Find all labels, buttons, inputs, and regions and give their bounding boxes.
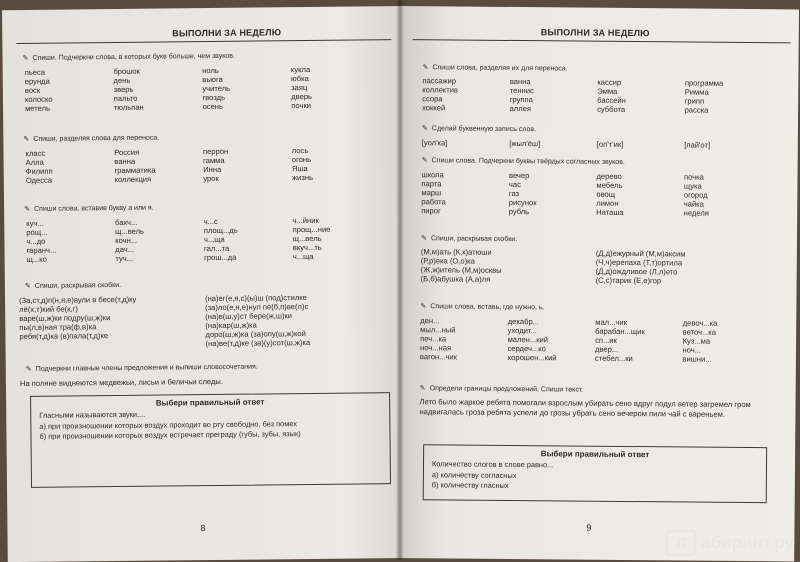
grid-cell: Эмма: [597, 86, 618, 96]
grid-cell: Инна: [203, 165, 222, 175]
grid-cell: [жыл'ёш]: [509, 138, 541, 149]
answer-option: а) при произношении которых воздух проходит во рту свободно, без помех: [39, 418, 297, 431]
grid-cell: доро(ш,ж)ка (за)опу(ш,ж)кой: [205, 329, 306, 340]
grid-cell: Яша: [291, 164, 308, 174]
grid-cell: гвоздь: [202, 93, 226, 103]
right-page: [396, 6, 799, 561]
grid-cell: брошок: [113, 66, 140, 77]
task-instruction: [422, 63, 567, 73]
grid-cell: гаранч...: [26, 245, 57, 256]
instruction-text: Подчеркни главные члены предложения и выпиши словосочетания.: [35, 363, 258, 373]
grid-cell: ноч...: [682, 345, 702, 355]
grid-cell: неделя: [683, 208, 709, 219]
page-number: 8: [200, 523, 206, 534]
grid-cell: лё(х,т)кий бе(к,г): [19, 304, 78, 315]
grid-cell: варе(ш,ж)ки подру(ш,ж)ки: [19, 313, 111, 324]
answer-option: б) количеству гласных: [431, 480, 509, 491]
grid-cell: ванна: [114, 156, 136, 167]
grid-cell: веточ...ка: [682, 327, 717, 337]
grid-cell: школа: [421, 170, 444, 180]
answer-option: а) количеству согласных: [431, 470, 517, 480]
instruction-text: Спиши, раскрывая скобки.: [430, 235, 518, 244]
grid-cell: марш: [421, 188, 442, 198]
pencil-icon: ✎: [422, 64, 429, 72]
grid-cell: ерунда: [24, 76, 50, 87]
instruction-text: Спиши, раскрывая скобки.: [34, 281, 122, 290]
instruction-text: Спиши, разделяя слова для переноса.: [33, 134, 160, 143]
page-header: ВЫПОЛНИ ЗА НЕДЕЛЮ: [540, 27, 650, 39]
grid-cell: гамма: [203, 155, 225, 166]
grid-cell: пы(л,в)ная тра(ф,в)ка: [19, 322, 97, 333]
watermark: [666, 530, 794, 556]
grid-cell: ч...с: [203, 216, 218, 227]
word-grid: [421, 170, 771, 219]
grid-cell: огонь: [291, 155, 312, 165]
grid-cell: вкуч...ть: [292, 243, 322, 253]
book-spine-shadow: [396, 0, 404, 560]
grid-cell: [19, 340, 205, 351]
grid-cell: программа: [684, 78, 724, 88]
grid-cell: кассир: [597, 77, 622, 87]
grid-cell: группа: [509, 95, 533, 105]
phrase-grid: [421, 247, 771, 286]
page-header: ВЫПОЛНИ ЗА НЕДЕЛЮ: [172, 27, 282, 39]
grid-cell: вишни...: [682, 354, 712, 365]
grid-cell: Филипп: [25, 166, 53, 177]
grid-cell: осень: [202, 102, 223, 112]
word-grid: [422, 76, 772, 115]
task-instruction: [422, 124, 536, 134]
grid-cell: перрон: [202, 146, 229, 157]
grid-cell: (Р,р)ека (О,о)ка: [420, 256, 475, 266]
grid-cell: (Б,б)абушка (А,а)ля: [420, 274, 491, 285]
watermark-text: абиринт.ру: [701, 533, 794, 552]
grid-cell: кочн...: [115, 235, 138, 246]
instruction-text: Определи границы предложений. Спиши текст.: [429, 385, 584, 394]
grid-cell: ноч...ная: [419, 343, 452, 353]
grid-cell: юбка: [290, 74, 309, 84]
grid-cell: дач...: [115, 245, 135, 255]
pencil-icon: ✎: [421, 125, 428, 133]
grid-cell: сп...ик: [595, 335, 617, 346]
grid-cell: пьеса: [24, 67, 46, 77]
grid-cell: пирог: [421, 206, 441, 216]
grid-cell: вьюга: [202, 74, 223, 85]
task-instruction: [23, 134, 159, 144]
grid-cell: зверь: [113, 85, 134, 95]
labirint-logo-icon: Л: [666, 530, 696, 556]
grid-cell: гал...та: [203, 244, 230, 254]
grid-cell: туч...: [115, 254, 134, 264]
grid-cell: дерево: [596, 171, 622, 181]
word-grid: [25, 64, 380, 113]
grid-cell: пальто: [113, 94, 138, 104]
answer-option: б) при произношении которых воздух встречает преграду (губы, зубы, язык): [39, 429, 301, 442]
grid-cell: учитель: [202, 83, 231, 94]
grid-cell: хоккей: [422, 103, 446, 113]
pencil-icon: ✎: [24, 205, 31, 213]
answer-box-question: Количество слогов в слове равно...: [431, 459, 554, 470]
grid-cell: уходит...: [507, 326, 537, 336]
grid-cell: ребя(т,д)ка (в)пала(т,д)ке: [19, 331, 109, 342]
grid-cell: (за)ло(е,я,е)нул пе(б,п)ве(л)с: [205, 302, 309, 313]
pencil-icon: ✎: [25, 365, 32, 373]
grid-cell: колоско: [24, 94, 53, 105]
grid-cell: газ: [508, 189, 520, 199]
grid-cell: коллектив: [422, 85, 459, 95]
grid-cell: мал...чик: [595, 317, 628, 327]
grid-cell: рубль: [508, 207, 530, 217]
grid-cell: (За,ст,д)п(н,я,е)вули в бесе(т,д)ку: [19, 294, 137, 306]
grid-cell: аллея: [509, 104, 532, 114]
grid-cell: теннис: [509, 86, 534, 96]
grid-cell: воск: [24, 85, 41, 96]
grid-cell: куч...: [26, 218, 44, 228]
grid-cell: (на)кар(ш,ж)ка: [205, 320, 257, 331]
grid-cell: расска: [684, 105, 709, 115]
answer-box-question: Гласными называются звуки,...: [39, 410, 146, 421]
grid-cell: ноль: [202, 65, 219, 76]
grid-cell: девоч...ка: [682, 318, 718, 328]
grid-cell: бахч...: [114, 217, 138, 228]
grid-cell: грипп: [684, 96, 705, 106]
grid-cell: ден...: [420, 316, 440, 326]
grid-cell: дверь: [291, 92, 313, 102]
grid-cell: тюльпан: [113, 103, 144, 113]
grid-cell: Одесса: [25, 175, 53, 186]
grid-cell: мален...кий: [507, 335, 549, 345]
grid-cell: вечер: [508, 170, 530, 181]
instruction-text: Спиши слова, вставив букву а или я.: [34, 204, 154, 213]
answer-box: [423, 444, 767, 503]
grid-cell: вагон...чик: [419, 352, 458, 362]
answer-box-title: Выбери правильный ответ: [540, 449, 650, 460]
grid-cell: ч...йник: [292, 215, 319, 226]
instruction-text: Спиши слова, вставь, где нужно, ь.: [430, 303, 545, 312]
instruction-text: Спиши слова, разделяя их для переноса.: [432, 64, 568, 73]
grid-cell: (Ч,ч)ерепаха (Т,т)ортила: [595, 257, 683, 268]
word-grid: [26, 215, 381, 264]
instruction-text: Спиши слова. Подчеркни буквы твёрдых согласных звуков.: [431, 157, 625, 166]
sentence-text: На поляне виднеются медвежьи, лисьи и беличьи следы.: [19, 376, 223, 389]
task-instruction: [25, 281, 121, 291]
grid-cell: [оп'т'ик]: [596, 139, 624, 149]
pencil-icon: ✎: [22, 54, 29, 62]
grid-cell: ч...ща: [292, 252, 314, 262]
grid-cell: (М,м)ать (К,к)атюши: [420, 247, 492, 257]
grid-cell: ванна: [509, 76, 531, 87]
grid-cell: рощ...: [26, 227, 48, 238]
grid-cell: щ...вель: [115, 226, 145, 237]
grid-cell: (Д,д)ежурный (М,м)аксим: [595, 248, 686, 259]
grid-cell: работа: [421, 197, 446, 207]
grid-cell: печ...ка: [420, 334, 447, 344]
grid-cell: грош...да: [204, 253, 237, 263]
grid-cell: ч...ща: [203, 235, 225, 245]
text-passage: Лето было жаркое ребята помогали взрослым убирать сено вдруг подул ветер загремел гром надвигалась гроза ребята успели до грозы убрать сено вечером пили чай с вареньем.: [419, 397, 751, 419]
grid-cell: щука: [683, 181, 702, 191]
grid-cell: мебель: [596, 180, 623, 191]
grid-cell: жизнь: [291, 173, 314, 183]
task-instruction: [422, 156, 625, 167]
pencil-icon: ✎: [420, 235, 427, 243]
word-grid: [25, 145, 380, 185]
grid-cell: щ...вель: [292, 234, 322, 244]
grid-cell: Алла: [25, 157, 44, 168]
grid-cell: коллекция: [114, 174, 152, 185]
grid-cell: лимон: [596, 198, 619, 209]
grid-cell: (на)в(ш,у)ст бере(ж,ш)ки: [205, 311, 293, 322]
grid-cell: ч...до: [26, 236, 46, 247]
answer-box-title: Выбери правильный ответ: [155, 397, 265, 408]
grid-cell: почка: [683, 172, 704, 182]
task-instruction: [22, 52, 234, 63]
grid-cell: овощ: [596, 189, 616, 200]
grid-cell: чайка: [683, 199, 704, 209]
answer-box: [30, 392, 391, 488]
grid-cell: метель: [25, 104, 51, 114]
grid-cell: лось: [291, 145, 309, 156]
grid-cell: двер...: [594, 344, 619, 355]
task-instruction: [24, 204, 154, 214]
task-instruction: [26, 363, 258, 374]
pencil-icon: ✎: [420, 303, 427, 311]
grid-cell: парта: [421, 179, 442, 189]
phrase-grid: [19, 292, 392, 350]
grid-cell: день: [113, 75, 131, 86]
grid-cell: грамматика: [114, 165, 156, 176]
grid-cell: (Ж,ж)итель (М,м)осквы: [420, 265, 502, 276]
grid-cell: барабан...щик: [595, 326, 645, 337]
grid-cell: заяц: [291, 83, 308, 93]
grid-cell: стебел...ки: [594, 354, 633, 364]
instruction-text: Сделай буквенную запись слов.: [431, 125, 537, 134]
grid-cell: пассажир: [422, 76, 457, 86]
grid-cell: огород: [683, 190, 708, 200]
page-number: 9: [586, 522, 592, 533]
grid-cell: сердеч...ко: [507, 344, 546, 354]
grid-cell: Наташа: [596, 208, 624, 218]
grid-cell: Россия: [114, 147, 140, 158]
grid-cell: прощ...ние: [292, 224, 331, 235]
grid-cell: ссора: [422, 94, 443, 104]
grid-cell: (на)ег(е,я,с)(ы)ш (под)стилке: [205, 293, 307, 304]
grid-cell: (Д,д)ождливое (Л,л)ето: [595, 266, 678, 277]
grid-cell: щ...ко: [26, 255, 47, 265]
task-instruction: [420, 384, 584, 394]
instruction-text: Спиши. Подчеркни слова, в которых букв больше, чем звуков.: [32, 52, 235, 62]
grid-cell: (на)ве(т,д)ке (за)(у)сот(ш,ж)ка: [205, 338, 311, 349]
transcription-row: [422, 138, 772, 150]
grid-cell: час: [508, 180, 521, 190]
grid-cell: рисунок: [508, 198, 537, 208]
word-grid: [420, 316, 770, 365]
grid-cell: бассейн: [597, 95, 626, 106]
grid-cell: (С,с)тарик (Е,е)гор: [595, 275, 662, 286]
grid-cell: декабр...: [507, 316, 540, 327]
pencil-icon: ✎: [24, 282, 31, 290]
grid-cell: Римма: [684, 87, 709, 97]
grid-cell: суббота: [597, 104, 626, 115]
grid-cell: хорошен...кий: [507, 353, 557, 363]
grid-cell: почки: [291, 101, 312, 111]
pencil-icon: ✎: [23, 135, 30, 143]
grid-cell: [уол'ка]: [421, 138, 448, 148]
grid-cell: класс: [25, 148, 46, 158]
grid-cell: кукла: [290, 64, 311, 75]
task-instruction: [420, 302, 544, 312]
grid-cell: площ...дь: [203, 225, 238, 236]
task-instruction: [421, 234, 517, 244]
grid-cell: [пай'от]: [684, 140, 711, 150]
left-page: [2, 6, 408, 562]
pencil-icon: ✎: [421, 157, 428, 165]
grid-cell: Куз...ма: [682, 336, 711, 346]
pencil-icon: ✎: [419, 385, 426, 393]
grid-cell: мыл...ный: [420, 325, 456, 335]
grid-cell: урок: [203, 174, 219, 184]
